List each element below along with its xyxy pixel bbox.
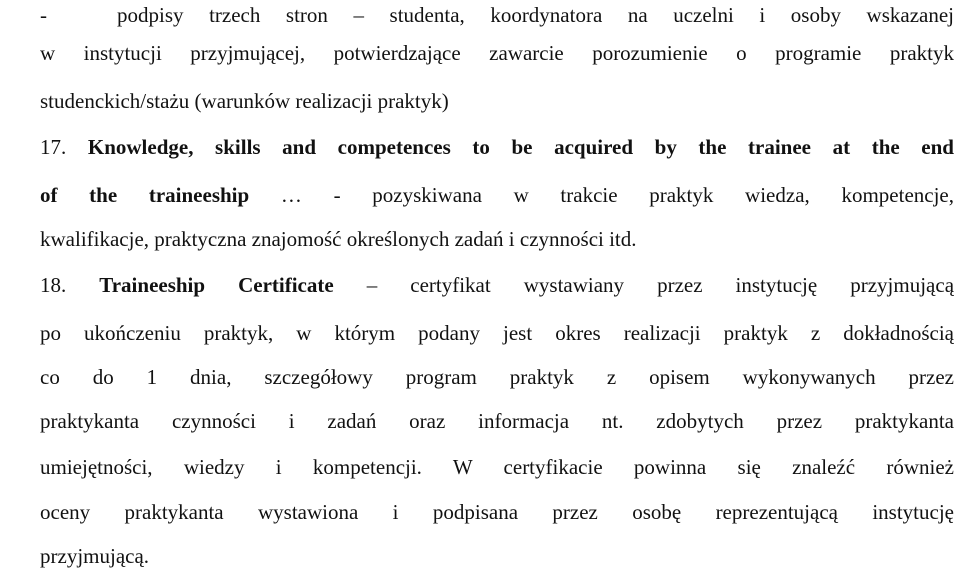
list-item-line-1: podpisy trzech stron – studenta, koordynatora na uczelni i osoby wskazanej [117,3,954,27]
item-17-term: Knowledge, skills and competences to be acquired by the trainee at the end [87,135,954,159]
item-18-line-5: umiejętności, wiedzy i kompetencji. W certyfikacie powinna się znaleźć również [40,455,954,479]
item-17-term-continued: of the traineeship [40,183,250,207]
item-18-line-1 [40,270,954,300]
item-18-term: Traineeship Certificate [99,273,334,297]
item-18-line-6: oceny praktykanta wystawiona i podpisana przez osobę reprezentującą instytucję [40,500,954,524]
item-18-line-3: co do 1 dnia, szczegółowy program praktyk z opisem wykonywanych przez [40,365,954,389]
item-18-line-4: praktykanta czynności i zadań oraz informacja nt. zdobytych przez praktykanta [40,409,954,433]
list-item-line-2: w instytucji przyjmującej, potwierdzające zawarcie porozumienie o programie praktyk [40,41,954,65]
item-17-line-3: kwalifikacje, praktyczna znajomość określonych zadań i czynności itd. [40,227,637,251]
item-18-line-7: przyjmującą. [40,544,150,568]
item-17-line-1 [40,132,954,162]
item-18-number: 18. [40,273,67,297]
item-18-definition: – certyfikat wystawiany przez instytucję przyjmującą [333,273,954,297]
item-18-line-2: po ukończeniu praktyk, w którym podany jest okres realizacji praktyk z dokładnością [40,321,954,345]
item-17-definition: … - pozyskiwana w trakcie praktyk wiedza, kompetencje, [249,183,954,207]
list-bullet: - [40,3,47,27]
item-17-number: 17. [40,135,67,159]
list-item-line-3: studenckich/stażu (warunków realizacji praktyk) [40,89,449,113]
item-17-line-2 [40,180,954,210]
